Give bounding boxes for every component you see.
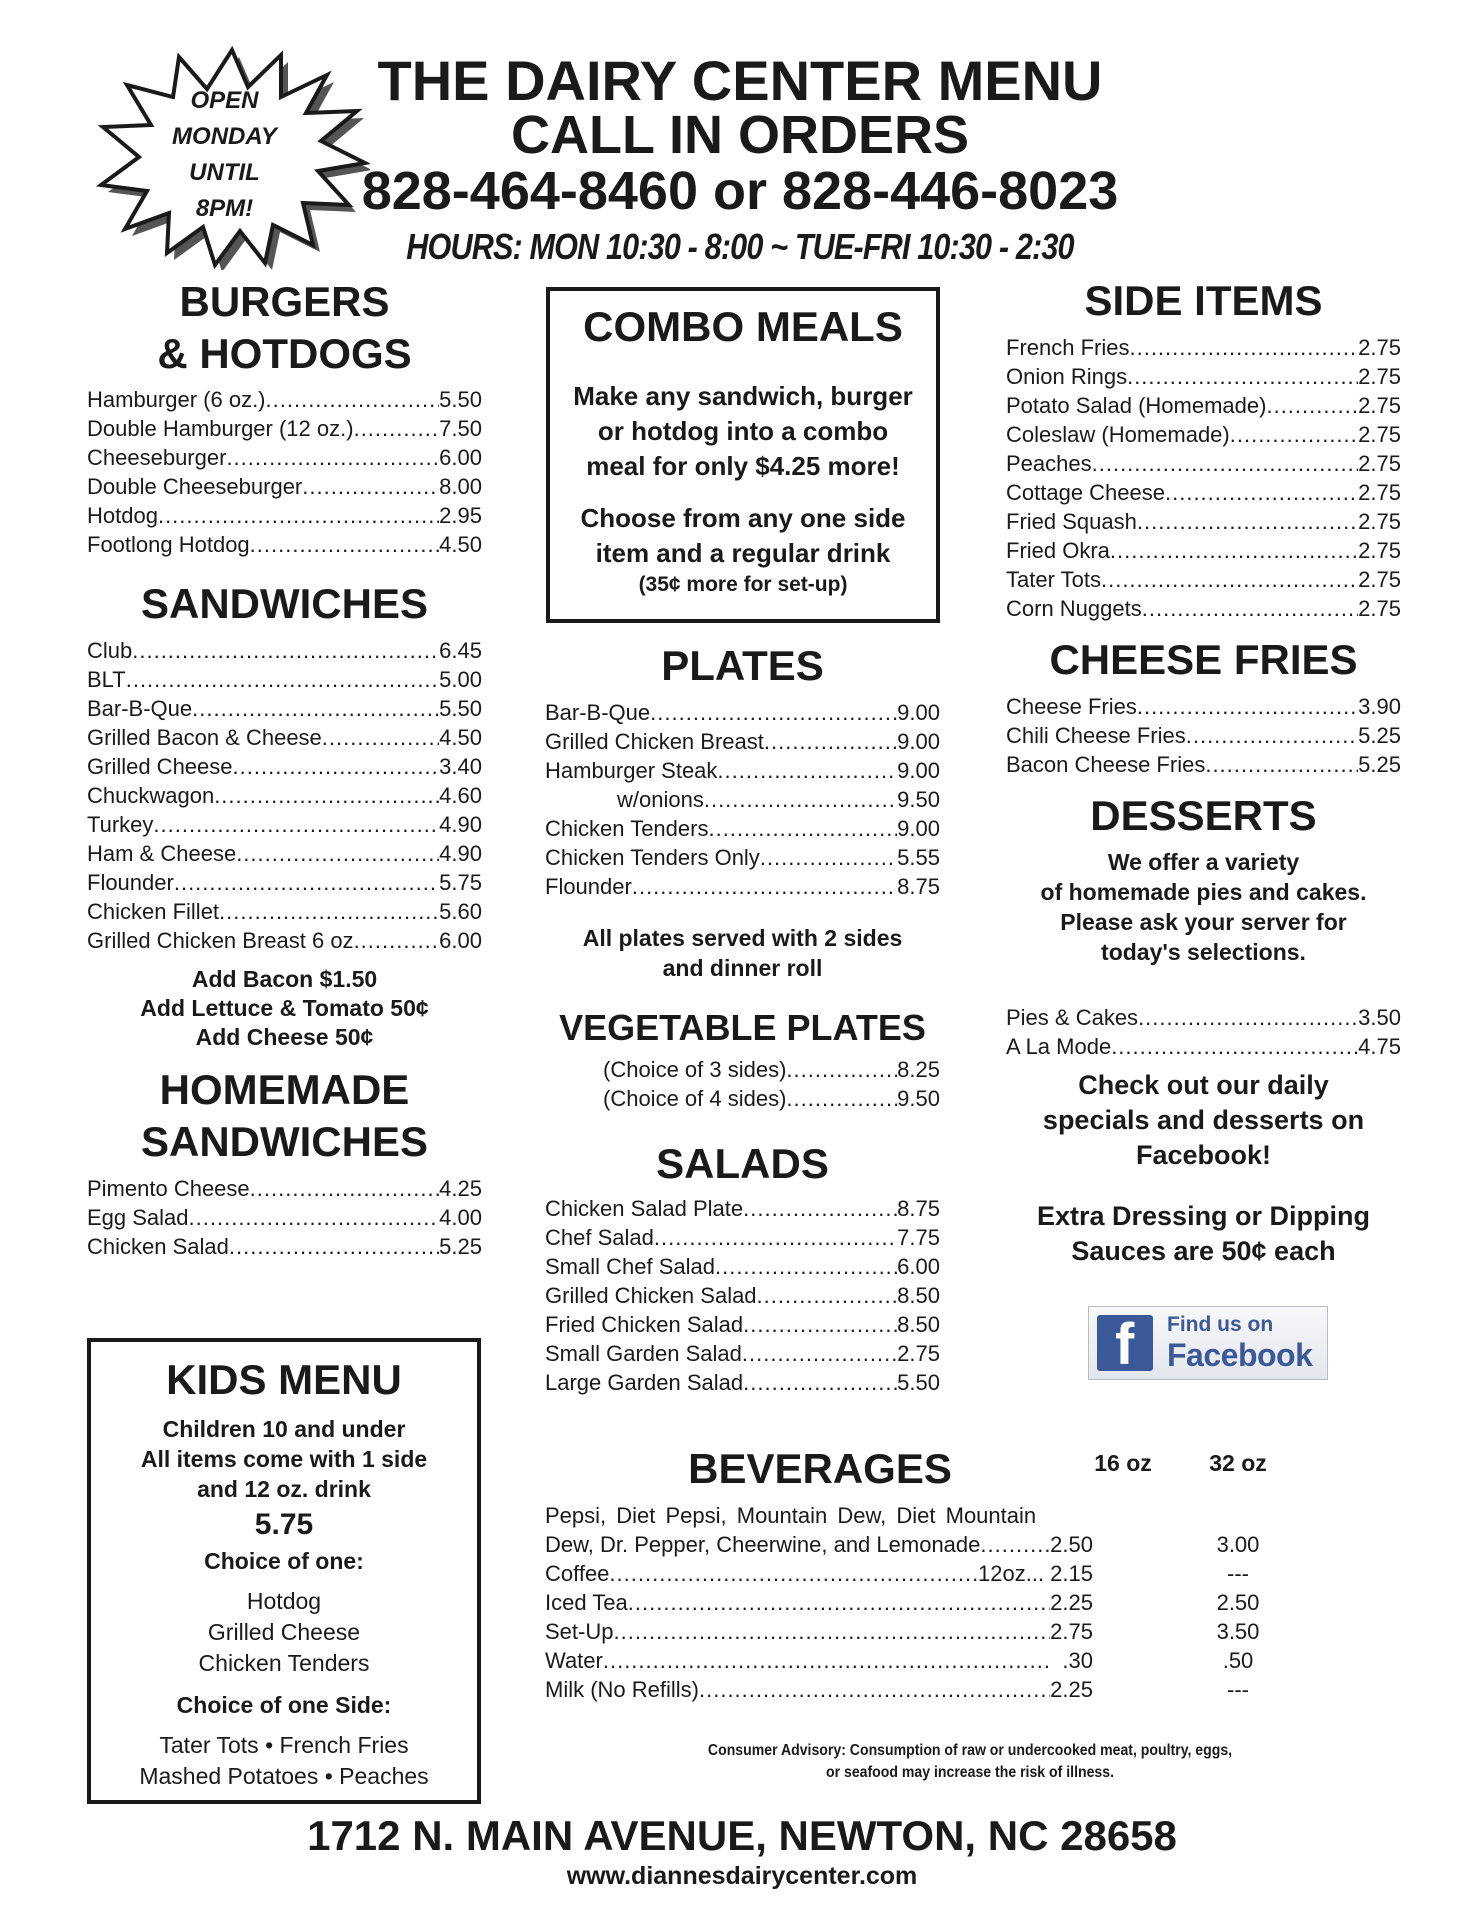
- combo-line: Make any sandwich, burger: [573, 381, 913, 411]
- list-item: Bacon Cheese Fries ..... 5.25: [1006, 750, 1401, 779]
- addon-line: Add Bacon $1.50: [191, 966, 378, 992]
- list-item: Bar-B-Que ..... 9.00: [545, 698, 940, 727]
- list-item: Grilled Chicken Salad ..... 8.50: [545, 1281, 940, 1310]
- list-item: Ham & Cheese ..... 4.90: [87, 839, 482, 868]
- sandwiches-title: SANDWICHES: [140, 580, 428, 627]
- list-item: Fried Squash ..... 2.75: [1006, 507, 1401, 536]
- cheese-fries-list: [1006, 692, 1401, 779]
- desserts-info-line: of homemade pies and cakes.: [1040, 879, 1367, 905]
- list-item: Coleslaw (Homemade) ..... 2.75: [1006, 420, 1401, 449]
- desserts-list: [1006, 1003, 1401, 1061]
- list-item: Hamburger (6 oz.) ..... 5.50: [87, 385, 482, 414]
- list-item: A La Mode ..... 4.75: [1006, 1032, 1401, 1061]
- list-item: Cottage Cheese ..... 2.75: [1006, 478, 1401, 507]
- homemade-list: [87, 1174, 482, 1261]
- consumer-advisory: [662, 1740, 1278, 1784]
- menu-subtitle: CALL IN ORDERS: [510, 105, 970, 165]
- burgers-title: [87, 276, 482, 380]
- kids-choice-item: Grilled Cheese: [207, 1619, 361, 1645]
- list-item: Tater Tots ..... 2.75: [1006, 565, 1401, 594]
- list-item: Turkey ..... 4.90: [87, 810, 482, 839]
- salads-title: SALADS: [656, 1140, 829, 1187]
- plates-note: [545, 923, 940, 983]
- sandwiches-list: [87, 636, 482, 955]
- sandwich-addons: [87, 965, 482, 1052]
- list-item: Cheeseburger ..... 6.00: [87, 443, 482, 472]
- list-item: Chicken Salad ..... 5.25: [87, 1232, 482, 1261]
- beverage-row: Set-Up ..... 2.75 3.50: [545, 1617, 1280, 1646]
- kids-choices: [91, 1586, 477, 1679]
- list-item: Grilled Bacon & Cheese ..... 4.50: [87, 723, 482, 752]
- advisory-line: or seafood may increase the risk of illness.: [826, 1764, 1114, 1781]
- list-item: w/onions ..... 9.50: [545, 785, 940, 814]
- facebook-specials: [1006, 1068, 1401, 1173]
- plates-note-line: and dinner roll: [662, 955, 823, 981]
- combo-line: Choose from any one side: [580, 503, 906, 533]
- kids-side-item: Tater Tots • French Fries: [159, 1732, 409, 1758]
- list-item: Corn Nuggets ..... 2.75: [1006, 594, 1401, 623]
- desserts-info: [1006, 847, 1401, 967]
- list-item: Bar-B-Que ..... 5.50: [87, 694, 482, 723]
- hours: HOURS: MON 10:30 - 8:00 ~ TUE-FRI 10:30 - 2:30: [406, 226, 1074, 267]
- list-item: Double Hamburger (12 oz.) ..... 7.50: [87, 414, 482, 443]
- list-item: Small Chef Salad ..... 6.00: [545, 1252, 940, 1281]
- desserts-info-line: We offer a variety: [1107, 849, 1300, 875]
- list-item: Chef Salad ..... 7.75: [545, 1223, 940, 1252]
- list-item: Hotdog ..... 2.95: [87, 501, 482, 530]
- homemade-title-line: SANDWICHES: [140, 1118, 428, 1165]
- combo-note: (35¢ more for set-up): [638, 573, 848, 596]
- homemade-title: [87, 1064, 482, 1168]
- beverage-row: Milk (No Refills) ..... 2.25 ---: [545, 1675, 1280, 1704]
- starburst-line: UNTIL: [189, 159, 260, 186]
- combo-title: COMBO MEALS: [583, 303, 903, 350]
- side-items-title: SIDE ITEMS: [1084, 277, 1323, 324]
- list-item: Chicken Tenders Only ..... 5.55: [545, 843, 940, 872]
- beverage-row: Water ..... .30 .50: [545, 1646, 1280, 1675]
- plates-title: PLATES: [661, 642, 824, 689]
- list-item: Grilled Chicken Breast 6 oz ..... 6.00: [87, 926, 482, 955]
- list-item: Chicken Salad Plate ..... 8.75: [545, 1194, 940, 1223]
- list-item: Hamburger Steak ..... 9.00: [545, 756, 940, 785]
- vegetable-plates-list: [603, 1055, 940, 1113]
- list-item: Fried Chicken Salad ..... 8.50: [545, 1310, 940, 1339]
- list-item: (Choice of 3 sides) ..... 8.25: [603, 1055, 940, 1084]
- plates-note-line: All plates served with 2 sides: [582, 925, 903, 951]
- addon-line: Add Lettuce & Tomato 50¢: [140, 995, 429, 1021]
- footer-address: 1712 N. MAIN AVENUE, NEWTON, NC 28658: [307, 1812, 1177, 1859]
- kids-choice-item: Chicken Tenders: [198, 1650, 370, 1676]
- open-monday-starburst: [95, 45, 370, 270]
- list-item: Pimento Cheese ..... 4.25: [87, 1174, 482, 1203]
- advisory-line: Consumer Advisory: Consumption of raw or undercooked meat, poultry, eggs,: [707, 1742, 1233, 1759]
- list-item: Chicken Fillet ..... 5.60: [87, 897, 482, 926]
- list-item: Club ..... 6.45: [87, 636, 482, 665]
- list-item: Chuckwagon ..... 4.60: [87, 781, 482, 810]
- specials-line: Facebook!: [1135, 1140, 1272, 1170]
- beverage-row: Iced Tea ..... 2.25 2.50: [545, 1588, 1280, 1617]
- kids-menu-box: [87, 1338, 481, 1804]
- kids-info-line: All items come with 1 side: [140, 1446, 428, 1472]
- specials-line: specials and desserts on: [1042, 1105, 1365, 1135]
- beverages-title: BEVERAGES: [688, 1445, 952, 1492]
- beverages-col-16oz: 16 oz: [1094, 1450, 1152, 1476]
- list-item: Grilled Chicken Breast ..... 9.00: [545, 727, 940, 756]
- homemade-title-line: HOMEMADE: [159, 1066, 410, 1113]
- list-item: Egg Salad ..... 4.00: [87, 1203, 482, 1232]
- list-item: Chicken Tenders ..... 9.00: [545, 814, 940, 843]
- list-item: Small Garden Salad ..... 2.75: [545, 1339, 940, 1368]
- burgers-title-line: & HOTDOGS: [157, 330, 412, 377]
- beverage-row: Dew, Dr. Pepper, Cheerwine, and Lemonade ..... 2.50 3.00: [545, 1530, 1280, 1559]
- list-item: Chili Cheese Fries ..... 5.25: [1006, 721, 1401, 750]
- kids-choice-heading: Choice of one:: [204, 1548, 364, 1574]
- combo-line: meal for only $4.25 more!: [586, 451, 900, 481]
- addon-line: Add Cheese 50¢: [195, 1024, 374, 1050]
- list-item: Potato Salad (Homemade) ..... 2.75: [1006, 391, 1401, 420]
- kids-menu-title: KIDS MENU: [166, 1356, 402, 1403]
- kids-sides: [91, 1730, 477, 1792]
- facebook-f-icon: f: [1097, 1315, 1153, 1371]
- desserts-info-line: Please ask your server for: [1060, 909, 1347, 935]
- plates-list: [545, 698, 940, 901]
- facebook-badge-line1: Find us on: [1167, 1313, 1274, 1336]
- vegetable-plates-title: VEGETABLE PLATES: [559, 1007, 926, 1048]
- combo-line: item and a regular drink: [595, 538, 891, 568]
- combo-description: [550, 379, 936, 484]
- kids-side-item: Mashed Potatoes • Peaches: [139, 1763, 429, 1789]
- list-item: Pies & Cakes ..... 3.50: [1006, 1003, 1401, 1032]
- list-item: Peaches ..... 2.75: [1006, 449, 1401, 478]
- kids-choice-item: Hotdog: [246, 1588, 322, 1614]
- list-item: Cheese Fries ..... 3.90: [1006, 692, 1401, 721]
- beverage-row: Coffee ..... 12oz... 2.15 ---: [545, 1559, 1280, 1588]
- extra-dressing-note: [1006, 1199, 1401, 1269]
- starburst-line: OPEN: [190, 87, 259, 114]
- kids-info-line: and 12 oz. drink: [197, 1476, 371, 1502]
- list-item: BLT ..... 5.00: [87, 665, 482, 694]
- burgers-title-line: BURGERS: [179, 278, 390, 325]
- kids-menu-info: [91, 1414, 477, 1504]
- kids-menu-price: 5.75: [254, 1508, 314, 1541]
- dressing-line: Sauces are 50¢ each: [1071, 1236, 1336, 1266]
- combo-meals-box: [546, 287, 940, 623]
- combo-line: or hotdog into a combo: [597, 416, 889, 446]
- beverages-first-line: Pepsi, Diet Pepsi, Mountain Dew, Diet Mountain: [545, 1503, 1037, 1528]
- menu-title: THE DAIRY CENTER MENU: [377, 49, 1103, 112]
- kids-info-line: Children 10 and under: [162, 1416, 406, 1442]
- list-item: Double Cheeseburger ..... 8.00: [87, 472, 482, 501]
- side-items-list: [1006, 333, 1401, 623]
- list-item: Flounder ..... 5.75: [87, 868, 482, 897]
- salads-list: [545, 1194, 940, 1397]
- desserts-info-line: today's selections.: [1101, 939, 1306, 965]
- combo-choice: [550, 501, 936, 571]
- list-item: (Choice of 4 sides) ..... 9.50: [603, 1084, 940, 1113]
- kids-side-heading: Choice of one Side:: [176, 1692, 392, 1718]
- starburst-line: MONDAY: [172, 123, 277, 150]
- beverages-col-32oz: 32 oz: [1209, 1450, 1267, 1476]
- list-item: Footlong Hotdog ..... 4.50: [87, 530, 482, 559]
- specials-line: Check out our daily: [1078, 1070, 1329, 1100]
- burgers-list: [87, 385, 482, 559]
- facebook-badge-line2: Facebook: [1167, 1337, 1313, 1373]
- dressing-line: Extra Dressing or Dipping: [1036, 1201, 1371, 1231]
- list-item: Fried Okra ..... 2.75: [1006, 536, 1401, 565]
- list-item: French Fries ..... 2.75: [1006, 333, 1401, 362]
- find-us-on-facebook-badge[interactable]: [1088, 1306, 1328, 1380]
- list-item: Large Garden Salad ..... 5.50: [545, 1368, 940, 1397]
- cheese-fries-title: CHEESE FRIES: [1049, 636, 1358, 683]
- phone-numbers: 828-464-8460 or 828-446-8023: [361, 161, 1119, 221]
- desserts-title: DESSERTS: [1090, 792, 1317, 839]
- starburst-line: 8PM!: [195, 195, 254, 222]
- list-item: Flounder ..... 8.75: [545, 872, 940, 901]
- footer-website[interactable]: www.diannesdairycenter.com: [566, 1862, 918, 1890]
- list-item: Grilled Cheese ..... 3.40: [87, 752, 482, 781]
- list-item: Onion Rings ..... 2.75: [1006, 362, 1401, 391]
